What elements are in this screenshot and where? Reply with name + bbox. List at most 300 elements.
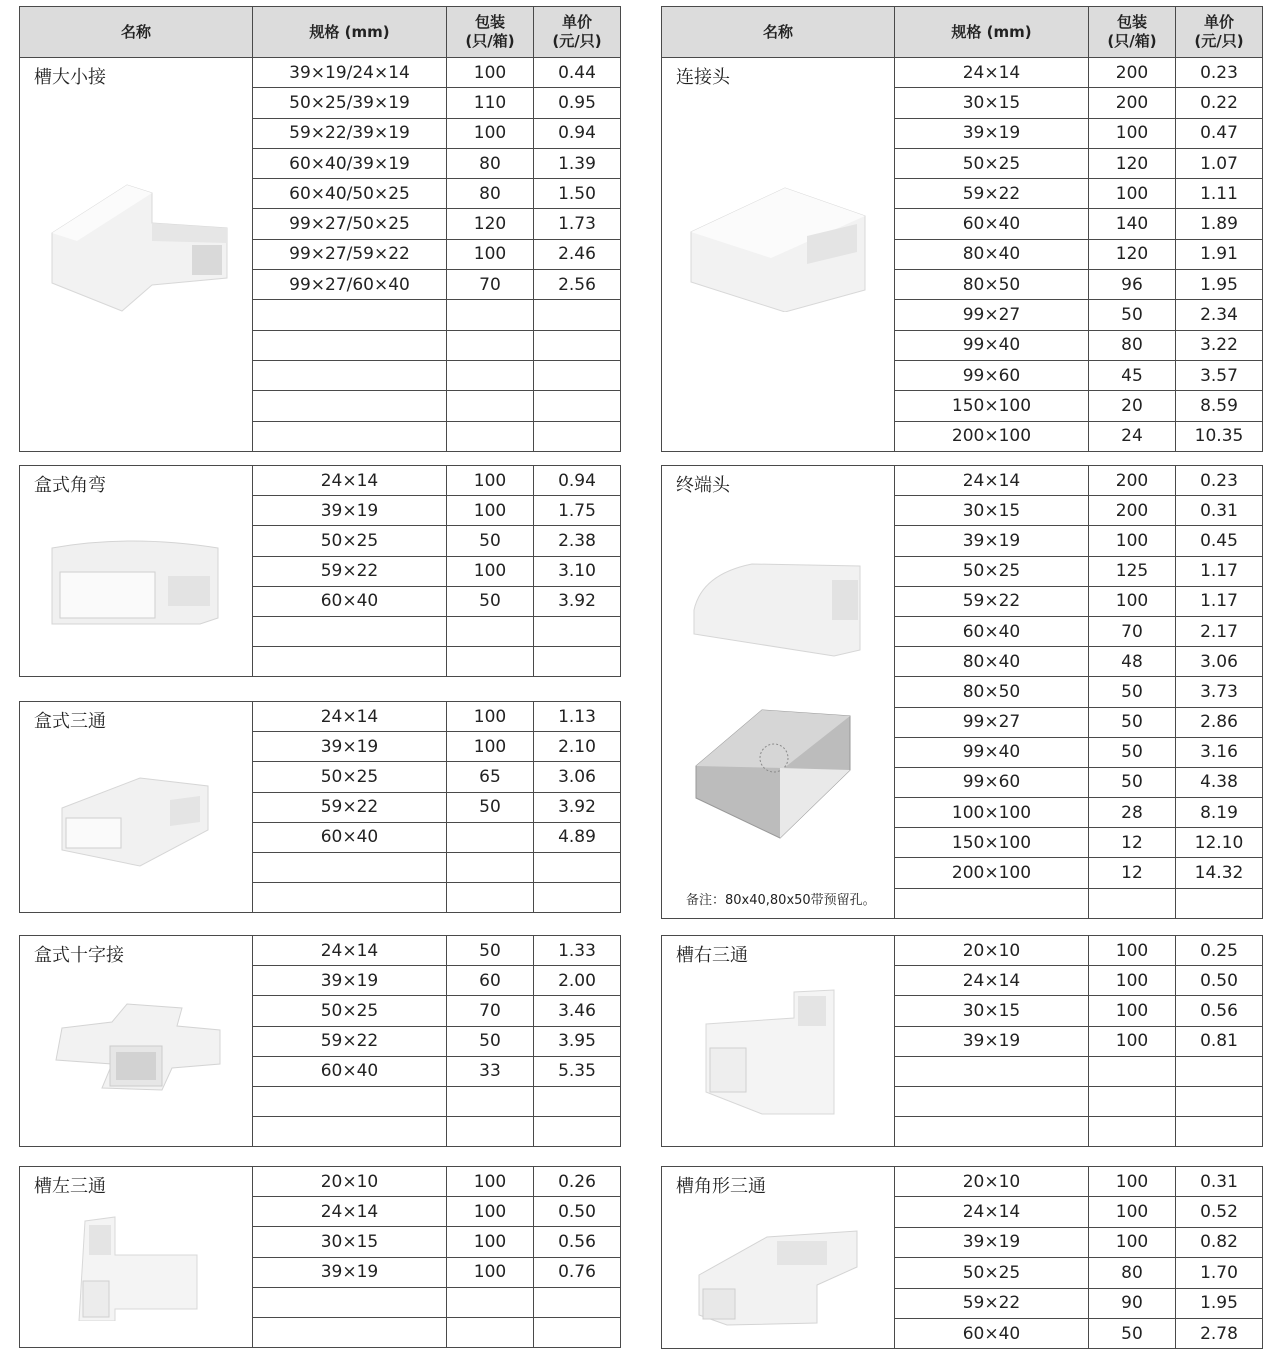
pack-cell: 100	[447, 466, 534, 496]
note-text: 备注：80x40,80x50带预留孔。	[686, 892, 876, 908]
price-cell: 3.92	[534, 792, 621, 822]
price-cell: 2.00	[534, 966, 621, 996]
spec-cell: 39×19	[895, 526, 1089, 556]
price-cell: 2.86	[1176, 707, 1263, 737]
spec-cell: 59×22	[895, 586, 1089, 616]
price-cell: 1.11	[1176, 179, 1263, 209]
product-name-cell	[662, 58, 895, 452]
spec-cell	[895, 1056, 1089, 1086]
spec-cell: 50×25/39×19	[253, 88, 447, 118]
price-cell	[534, 852, 621, 882]
pack-cell: 200	[1089, 58, 1176, 88]
pack-cell: 100	[1089, 1227, 1176, 1257]
spec-cell: 60×40/50×25	[253, 179, 447, 209]
pack-cell	[447, 852, 534, 882]
price-cell: 4.38	[1176, 767, 1263, 797]
table-cao-yousantong	[661, 935, 1262, 1147]
pack-cell: 50	[447, 1026, 534, 1056]
price-table	[661, 935, 1263, 1147]
price-table	[19, 1166, 621, 1348]
product-photo	[52, 1002, 222, 1092]
spec-cell: 39×19	[253, 1257, 447, 1287]
pack-cell: 80	[447, 148, 534, 178]
price-table	[19, 701, 621, 913]
spec-cell: 80×50	[895, 677, 1089, 707]
price-cell: 2.78	[1176, 1318, 1263, 1348]
spec-cell: 99×60	[895, 767, 1089, 797]
price-cell: 3.22	[1176, 330, 1263, 360]
pack-cell: 50	[447, 586, 534, 616]
spec-cell	[253, 1287, 447, 1317]
price-cell	[534, 360, 621, 390]
price-table	[19, 465, 621, 677]
price-cell	[534, 1117, 621, 1147]
spec-cell: 60×40	[253, 822, 447, 852]
pack-cell: 100	[447, 1227, 534, 1257]
price-cell	[534, 1317, 621, 1347]
price-cell: 8.19	[1176, 798, 1263, 828]
price-cell: 2.46	[534, 239, 621, 269]
price-cell: 0.47	[1176, 118, 1263, 148]
price-cell: 1.17	[1176, 556, 1263, 586]
pack-cell: 50	[447, 526, 534, 556]
price-cell: 10.35	[1176, 421, 1263, 451]
price-cell: 0.23	[1176, 58, 1263, 88]
product-name: 盒式十字接	[34, 945, 124, 966]
product-photo	[75, 1211, 200, 1321]
pack-cell: 100	[447, 556, 534, 586]
price-cell: 12.10	[1176, 828, 1263, 858]
spec-cell: 99×40	[895, 737, 1089, 767]
product-name-cell	[662, 466, 895, 919]
pack-cell: 100	[1089, 179, 1176, 209]
table-row	[20, 702, 621, 732]
pack-cell: 100	[1089, 996, 1176, 1026]
price-cell: 3.57	[1176, 360, 1263, 390]
spec-cell: 24×14	[895, 58, 1089, 88]
price-cell: 1.89	[1176, 209, 1263, 239]
pack-cell	[447, 360, 534, 390]
price-cell: 1.95	[1176, 1288, 1263, 1318]
product-name: 槽左三通	[34, 1176, 106, 1197]
price-cell: 3.46	[534, 996, 621, 1026]
spec-cell: 80×40	[895, 647, 1089, 677]
price-cell: 3.10	[534, 556, 621, 586]
spec-cell	[895, 1086, 1089, 1116]
spec-cell: 59×22	[253, 792, 447, 822]
spec-cell: 50×25	[895, 148, 1089, 178]
table-row	[662, 936, 1263, 966]
pack-cell: 96	[1089, 270, 1176, 300]
pack-cell: 50	[1089, 707, 1176, 737]
spec-cell: 59×22	[895, 179, 1089, 209]
product-name: 盒式角弯	[34, 475, 106, 496]
spec-cell: 24×14	[895, 1197, 1089, 1227]
table-row	[662, 466, 1263, 496]
price-cell	[1176, 1117, 1263, 1147]
pack-cell: 48	[1089, 647, 1176, 677]
pack-cell: 50	[1089, 300, 1176, 330]
product-name-cell	[20, 1167, 253, 1348]
price-cell: 0.56	[534, 1227, 621, 1257]
header-name: 名称	[20, 7, 253, 58]
product-name-cell	[20, 58, 253, 452]
spec-cell: 39×19	[253, 496, 447, 526]
spec-cell: 100×100	[895, 798, 1089, 828]
pack-cell: 100	[447, 1167, 534, 1197]
price-cell: 0.82	[1176, 1227, 1263, 1257]
spec-cell	[253, 852, 447, 882]
pack-cell: 70	[1089, 616, 1176, 646]
table-heshi-santong	[19, 701, 620, 913]
pack-cell: 100	[447, 118, 534, 148]
spec-cell: 50×25	[253, 996, 447, 1026]
price-cell: 2.10	[534, 732, 621, 762]
pack-cell: 100	[1089, 118, 1176, 148]
pack-cell: 50	[447, 936, 534, 966]
pack-cell: 120	[1089, 148, 1176, 178]
pack-cell: 100	[1089, 1197, 1176, 1227]
spec-cell: 60×40	[253, 586, 447, 616]
price-cell: 5.35	[534, 1056, 621, 1086]
price-cell: 2.38	[534, 526, 621, 556]
price-cell	[534, 1086, 621, 1116]
header-pack: 包装 (只/箱)	[1089, 7, 1176, 58]
spec-cell: 39×19	[253, 732, 447, 762]
price-cell: 0.44	[534, 58, 621, 88]
pack-cell: 200	[1089, 466, 1176, 496]
spec-cell: 50×25	[895, 556, 1089, 586]
pack-cell: 100	[447, 702, 534, 732]
table-row	[20, 1167, 621, 1197]
table-lianjietou	[661, 6, 1262, 452]
price-cell: 0.52	[1176, 1197, 1263, 1227]
price-cell: 0.23	[1176, 466, 1263, 496]
pack-cell: 100	[1089, 1167, 1176, 1197]
spec-cell	[253, 883, 447, 913]
pack-cell	[447, 616, 534, 646]
price-cell: 0.50	[1176, 966, 1263, 996]
price-cell: 1.50	[534, 179, 621, 209]
price-cell	[534, 616, 621, 646]
spec-cell: 59×22	[253, 556, 447, 586]
pack-cell	[447, 883, 534, 913]
spec-cell	[253, 391, 447, 421]
pack-cell: 80	[1089, 330, 1176, 360]
table-row	[20, 936, 621, 966]
price-cell: 0.31	[1176, 1167, 1263, 1197]
spec-cell: 50×25	[253, 762, 447, 792]
table-row	[20, 58, 621, 88]
price-cell: 0.95	[534, 88, 621, 118]
pack-cell: 100	[447, 1197, 534, 1227]
price-cell	[1176, 888, 1263, 918]
spec-cell	[253, 1086, 447, 1116]
spec-cell	[253, 1317, 447, 1347]
pack-cell: 100	[447, 732, 534, 762]
spec-cell: 59×22	[895, 1288, 1089, 1318]
spec-cell: 60×40	[253, 1056, 447, 1086]
pack-cell	[447, 1317, 534, 1347]
pack-cell: 80	[1089, 1258, 1176, 1288]
product-photo	[60, 770, 210, 868]
spec-cell	[253, 360, 447, 390]
spec-cell: 150×100	[895, 828, 1089, 858]
spec-cell: 30×15	[895, 496, 1089, 526]
price-cell: 2.56	[534, 270, 621, 300]
header-name: 名称	[662, 7, 895, 58]
spec-cell: 200×100	[895, 421, 1089, 451]
pack-cell: 120	[447, 209, 534, 239]
pack-cell	[447, 421, 534, 451]
pack-cell: 80	[447, 179, 534, 209]
pack-cell: 50	[1089, 737, 1176, 767]
table-heshi-shizijie	[19, 935, 620, 1147]
table-cao-zuosantong	[19, 1166, 620, 1348]
pack-cell	[447, 647, 534, 677]
spec-cell: 200×100	[895, 858, 1089, 888]
price-cell: 0.26	[534, 1167, 621, 1197]
spec-cell	[895, 1117, 1089, 1147]
product-photo	[692, 554, 862, 658]
pack-cell: 200	[1089, 88, 1176, 118]
price-cell: 1.75	[534, 496, 621, 526]
price-table	[661, 6, 1263, 452]
price-cell: 1.17	[1176, 586, 1263, 616]
spec-cell: 59×22	[253, 1026, 447, 1056]
spec-cell: 99×40	[895, 330, 1089, 360]
header-spec: 规格 (mm)	[895, 7, 1089, 58]
price-cell	[534, 330, 621, 360]
price-cell: 0.25	[1176, 936, 1263, 966]
pack-cell	[447, 330, 534, 360]
pack-cell: 90	[1089, 1288, 1176, 1318]
pack-cell	[447, 300, 534, 330]
pack-cell: 20	[1089, 391, 1176, 421]
spec-cell: 99×27/60×40	[253, 270, 447, 300]
pack-cell: 110	[447, 88, 534, 118]
spec-cell: 99×27	[895, 707, 1089, 737]
spec-cell: 30×15	[253, 1227, 447, 1257]
pack-cell: 12	[1089, 858, 1176, 888]
price-cell	[534, 647, 621, 677]
header-price: 单价 (元/只)	[534, 7, 621, 58]
spec-cell: 39×19	[895, 1026, 1089, 1056]
price-table	[19, 6, 621, 452]
pack-cell: 12	[1089, 828, 1176, 858]
product-name: 槽角形三通	[676, 1176, 766, 1197]
price-cell: 0.94	[534, 466, 621, 496]
spec-cell: 24×14	[895, 466, 1089, 496]
pack-cell: 100	[447, 58, 534, 88]
product-photo	[50, 540, 220, 626]
price-cell: 1.70	[1176, 1258, 1263, 1288]
product-name-cell	[20, 936, 253, 1147]
price-cell: 0.81	[1176, 1026, 1263, 1056]
pack-cell: 100	[1089, 966, 1176, 996]
pack-cell: 45	[1089, 360, 1176, 390]
pack-cell	[447, 822, 534, 852]
price-cell: 0.22	[1176, 88, 1263, 118]
pack-cell: 65	[447, 762, 534, 792]
product-name-cell	[20, 702, 253, 913]
pack-cell: 100	[447, 239, 534, 269]
price-cell	[534, 421, 621, 451]
pack-cell	[1089, 888, 1176, 918]
price-cell	[1176, 1056, 1263, 1086]
price-cell: 3.95	[534, 1026, 621, 1056]
spec-cell: 20×10	[253, 1167, 447, 1197]
pack-cell: 100	[447, 496, 534, 526]
price-cell: 1.07	[1176, 148, 1263, 178]
price-table	[661, 465, 1263, 919]
spec-cell: 24×14	[253, 936, 447, 966]
spec-cell: 60×40/39×19	[253, 148, 447, 178]
product-photo	[692, 706, 852, 840]
price-cell: 0.31	[1176, 496, 1263, 526]
spec-cell: 20×10	[895, 936, 1089, 966]
spec-cell	[253, 300, 447, 330]
pack-cell: 100	[447, 1257, 534, 1287]
spec-cell: 59×22/39×19	[253, 118, 447, 148]
price-cell: 0.94	[534, 118, 621, 148]
pack-cell: 50	[1089, 677, 1176, 707]
price-cell	[1176, 1086, 1263, 1116]
spec-cell: 99×27/59×22	[253, 239, 447, 269]
pack-cell: 60	[447, 966, 534, 996]
pack-cell: 28	[1089, 798, 1176, 828]
spec-cell	[253, 1117, 447, 1147]
spec-cell: 60×40	[895, 1318, 1089, 1348]
price-cell	[534, 300, 621, 330]
table-heshi-jiaowan	[19, 465, 620, 677]
pack-cell	[1089, 1056, 1176, 1086]
price-cell: 0.76	[534, 1257, 621, 1287]
spec-cell	[253, 330, 447, 360]
pack-cell	[447, 1086, 534, 1116]
price-table	[19, 935, 621, 1147]
price-table	[661, 1166, 1263, 1349]
pack-cell	[1089, 1086, 1176, 1116]
price-cell: 0.45	[1176, 526, 1263, 556]
header-row	[20, 7, 621, 58]
price-cell	[534, 391, 621, 421]
price-cell: 3.06	[534, 762, 621, 792]
pack-cell: 100	[1089, 526, 1176, 556]
pack-cell: 120	[1089, 239, 1176, 269]
pack-cell: 200	[1089, 496, 1176, 526]
spec-cell: 20×10	[895, 1167, 1089, 1197]
spec-cell: 39×19	[253, 966, 447, 996]
spec-cell: 30×15	[895, 996, 1089, 1026]
table-row	[662, 1167, 1263, 1197]
table-zhongduantou	[661, 465, 1262, 919]
product-name: 槽右三通	[676, 945, 748, 966]
pack-cell: 50	[1089, 767, 1176, 797]
spec-cell: 99×27	[895, 300, 1089, 330]
pack-cell: 70	[447, 270, 534, 300]
price-cell: 1.33	[534, 936, 621, 966]
product-photo	[702, 988, 854, 1116]
spec-cell	[895, 888, 1089, 918]
pack-cell: 140	[1089, 209, 1176, 239]
pack-cell: 50	[447, 792, 534, 822]
price-cell: 14.32	[1176, 858, 1263, 888]
product-photo	[42, 183, 232, 313]
spec-cell: 80×50	[895, 270, 1089, 300]
spec-cell: 50×25	[895, 1258, 1089, 1288]
spec-cell: 39×19	[895, 118, 1089, 148]
pack-cell	[447, 391, 534, 421]
price-cell: 3.06	[1176, 647, 1263, 677]
price-cell: 8.59	[1176, 391, 1263, 421]
price-cell: 3.73	[1176, 677, 1263, 707]
price-cell: 0.56	[1176, 996, 1263, 1026]
spec-cell: 30×15	[895, 88, 1089, 118]
product-name-cell	[662, 936, 895, 1147]
pack-cell: 100	[1089, 1026, 1176, 1056]
table-row	[662, 58, 1263, 88]
product-name: 连接头	[676, 67, 730, 88]
product-name: 槽大小接	[34, 67, 106, 88]
pack-cell: 24	[1089, 421, 1176, 451]
pack-cell: 125	[1089, 556, 1176, 586]
header-price: 单价 (元/只)	[1176, 7, 1263, 58]
pack-cell	[447, 1117, 534, 1147]
spec-cell: 60×40	[895, 616, 1089, 646]
price-cell: 3.16	[1176, 737, 1263, 767]
price-cell: 1.13	[534, 702, 621, 732]
price-cell: 1.73	[534, 209, 621, 239]
spec-cell: 99×60	[895, 360, 1089, 390]
pack-cell: 100	[1089, 936, 1176, 966]
price-cell: 4.89	[534, 822, 621, 852]
spec-cell: 39×19	[895, 1227, 1089, 1257]
price-cell: 1.39	[534, 148, 621, 178]
spec-cell: 24×14	[895, 966, 1089, 996]
spec-cell: 39×19/24×14	[253, 58, 447, 88]
price-cell: 1.95	[1176, 270, 1263, 300]
price-cell: 2.17	[1176, 616, 1263, 646]
pack-cell	[447, 1287, 534, 1317]
price-cell	[534, 883, 621, 913]
spec-cell: 150×100	[895, 391, 1089, 421]
pack-cell: 100	[1089, 586, 1176, 616]
spec-cell: 99×27/50×25	[253, 209, 447, 239]
table-cao-jiaoxingsantong	[661, 1166, 1262, 1349]
spec-cell: 24×14	[253, 1197, 447, 1227]
product-photo	[687, 186, 869, 312]
spec-cell: 80×40	[895, 239, 1089, 269]
product-name-cell	[20, 466, 253, 677]
header-spec: 规格 (mm)	[253, 7, 447, 58]
price-cell: 1.91	[1176, 239, 1263, 269]
product-name: 终端头	[676, 475, 730, 496]
price-cell: 3.92	[534, 586, 621, 616]
product-photo	[697, 1227, 859, 1327]
price-cell: 2.34	[1176, 300, 1263, 330]
spec-cell	[253, 616, 447, 646]
header-row	[662, 7, 1263, 58]
table-row	[20, 466, 621, 496]
spec-cell: 50×25	[253, 526, 447, 556]
spec-cell: 60×40	[895, 209, 1089, 239]
price-cell	[534, 1287, 621, 1317]
spec-cell: 24×14	[253, 702, 447, 732]
header-pack: 包装 (只/箱)	[447, 7, 534, 58]
pack-cell: 50	[1089, 1318, 1176, 1348]
table-cao-daxiaojie	[19, 6, 620, 452]
